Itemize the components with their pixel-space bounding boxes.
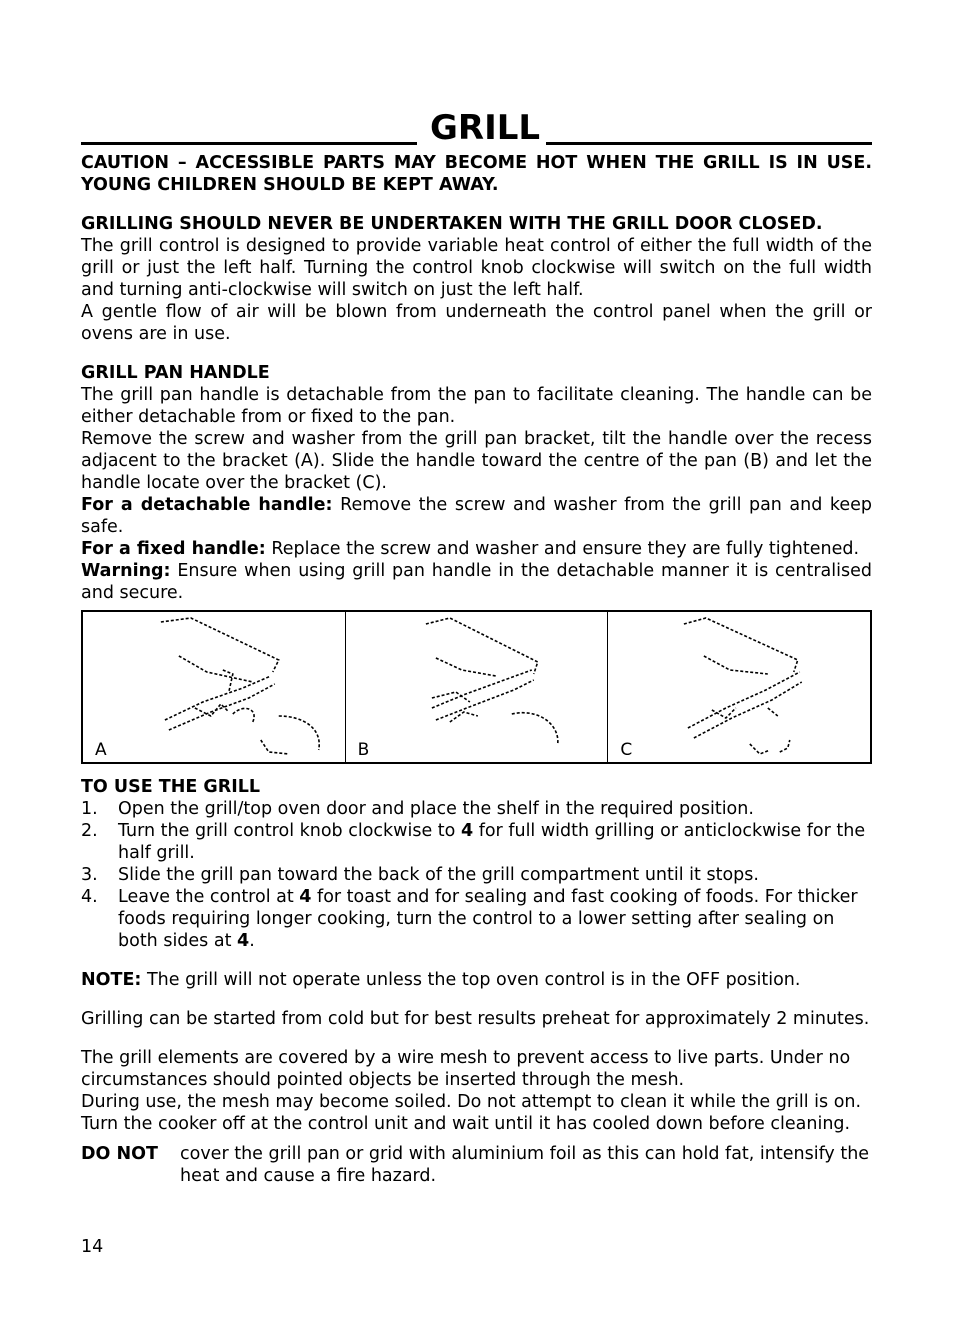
fixed-handle-text: Replace the screw and washer and ensure they are fully tightened.: [265, 539, 860, 559]
caution-text: CAUTION – ACCESSIBLE PARTS MAY BECOME HOT WHEN THE GRILL IS IN USE. YOUNG CHILDREN SHOULD BE KEPT AWAY.: [81, 153, 872, 195]
handle-figure: [81, 610, 872, 764]
handle-illustration-a: [83, 612, 345, 762]
do-not-label: DO NOT: [81, 1144, 158, 1164]
title-row: [81, 108, 872, 152]
use-step-1: 1. Open the grill/top oven door and place the shelf in the required position.: [81, 799, 754, 819]
do-not-text: cover the grill pan or grid with aluminium foil as this can hold fat, intensify the heat and cause a fire hazard.: [180, 1144, 870, 1186]
warning-paragraph: [81, 560, 872, 604]
fixed-handle-paragraph: [81, 538, 872, 560]
handle-illustration-b: [346, 612, 608, 762]
page-number: 14: [81, 1237, 104, 1257]
warning-label: Warning:: [81, 561, 171, 581]
intro-paragraph-2: A gentle flow of air will be blown from underneath the control panel when the grill or ovens are in use.: [81, 302, 872, 344]
intro-paragraph-1: The grill control is designed to provide variable heat control of either the full width of the grill or just the left half. Turning the control knob clockwise will switch on the full width and turning anti-clockwise will switch on just the left half.: [81, 236, 872, 300]
use-heading: TO USE THE GRILL: [81, 777, 261, 797]
note-paragraph: [81, 969, 872, 991]
mesh-paragraph-1: The grill elements are covered by a wire mesh to prevent access to live parts. Under no circumstances should pointed objects be inserted through the mesh.: [81, 1048, 851, 1090]
figure-panel-a: [83, 612, 346, 762]
figure-label-c: C: [620, 740, 633, 760]
handle-heading: GRILL PAN HANDLE: [81, 363, 270, 383]
title-rule-left: [81, 142, 417, 145]
use-steps-list: [81, 798, 872, 952]
warning-text: Ensure when using grill pan handle in the detachable manner it is centralised and secure.: [81, 561, 872, 603]
mesh-paragraph-2: During use, the mesh may become soiled. Do not attempt to clean it while the grill is on. Turn the cooker off at the control unit and wait until it has cooled down before cleaning.: [81, 1092, 862, 1134]
page-content: [81, 108, 872, 1187]
handle-illustration-c: [608, 612, 870, 762]
use-step-3: 3. Slide the grill pan toward the back of the grill compartment until it stops.: [81, 865, 759, 885]
note-label: NOTE:: [81, 970, 142, 990]
page-title: GRILL: [430, 108, 541, 148]
title-rule-right: [546, 142, 872, 145]
figure-label-a: A: [95, 740, 107, 760]
detachable-handle-paragraph: [81, 494, 872, 538]
detachable-handle-label: For a detachable handle:: [81, 495, 333, 515]
handle-paragraph-1: The grill pan handle is detachable from the pan to facilitate cleaning. The handle can be either detachable from or fixed to the pan.: [81, 385, 872, 427]
figure-panel-b: [346, 612, 609, 762]
fixed-handle-label: For a fixed handle:: [81, 539, 266, 559]
use-step-4: 4. Leave the control at 4 for toast and for sealing and fast cooking of foods. For thicker foods requiring longer cooking, turn the control to a lower setting after sealing on both sides at 4.: [81, 887, 858, 951]
handle-paragraph-2: Remove the screw and washer from the grill pan bracket, tilt the handle over the recess adjacent to the bracket (A). Slide the handle toward the centre of the pan (B) and let the handle locate over the bracket (C).: [81, 429, 872, 493]
preheat-paragraph: Grilling can be started from cold but for best results preheat for approximately 2 minutes.: [81, 1009, 870, 1029]
note-text: The grill will not operate unless the top oven control is in the OFF position.: [141, 970, 801, 990]
do-not-warning: [81, 1143, 872, 1187]
intro-heading: GRILLING SHOULD NEVER BE UNDERTAKEN WITH THE GRILL DOOR CLOSED.: [81, 214, 823, 234]
use-step-2: 2. Turn the grill control knob clockwise to 4 for full width grilling or anticlockwise for the half grill.: [81, 821, 866, 863]
figure-label-b: B: [357, 740, 370, 760]
figure-panel-c: [608, 612, 870, 762]
detachable-handle-text: Remove the screw and washer from the grill pan and keep safe.: [81, 495, 872, 537]
